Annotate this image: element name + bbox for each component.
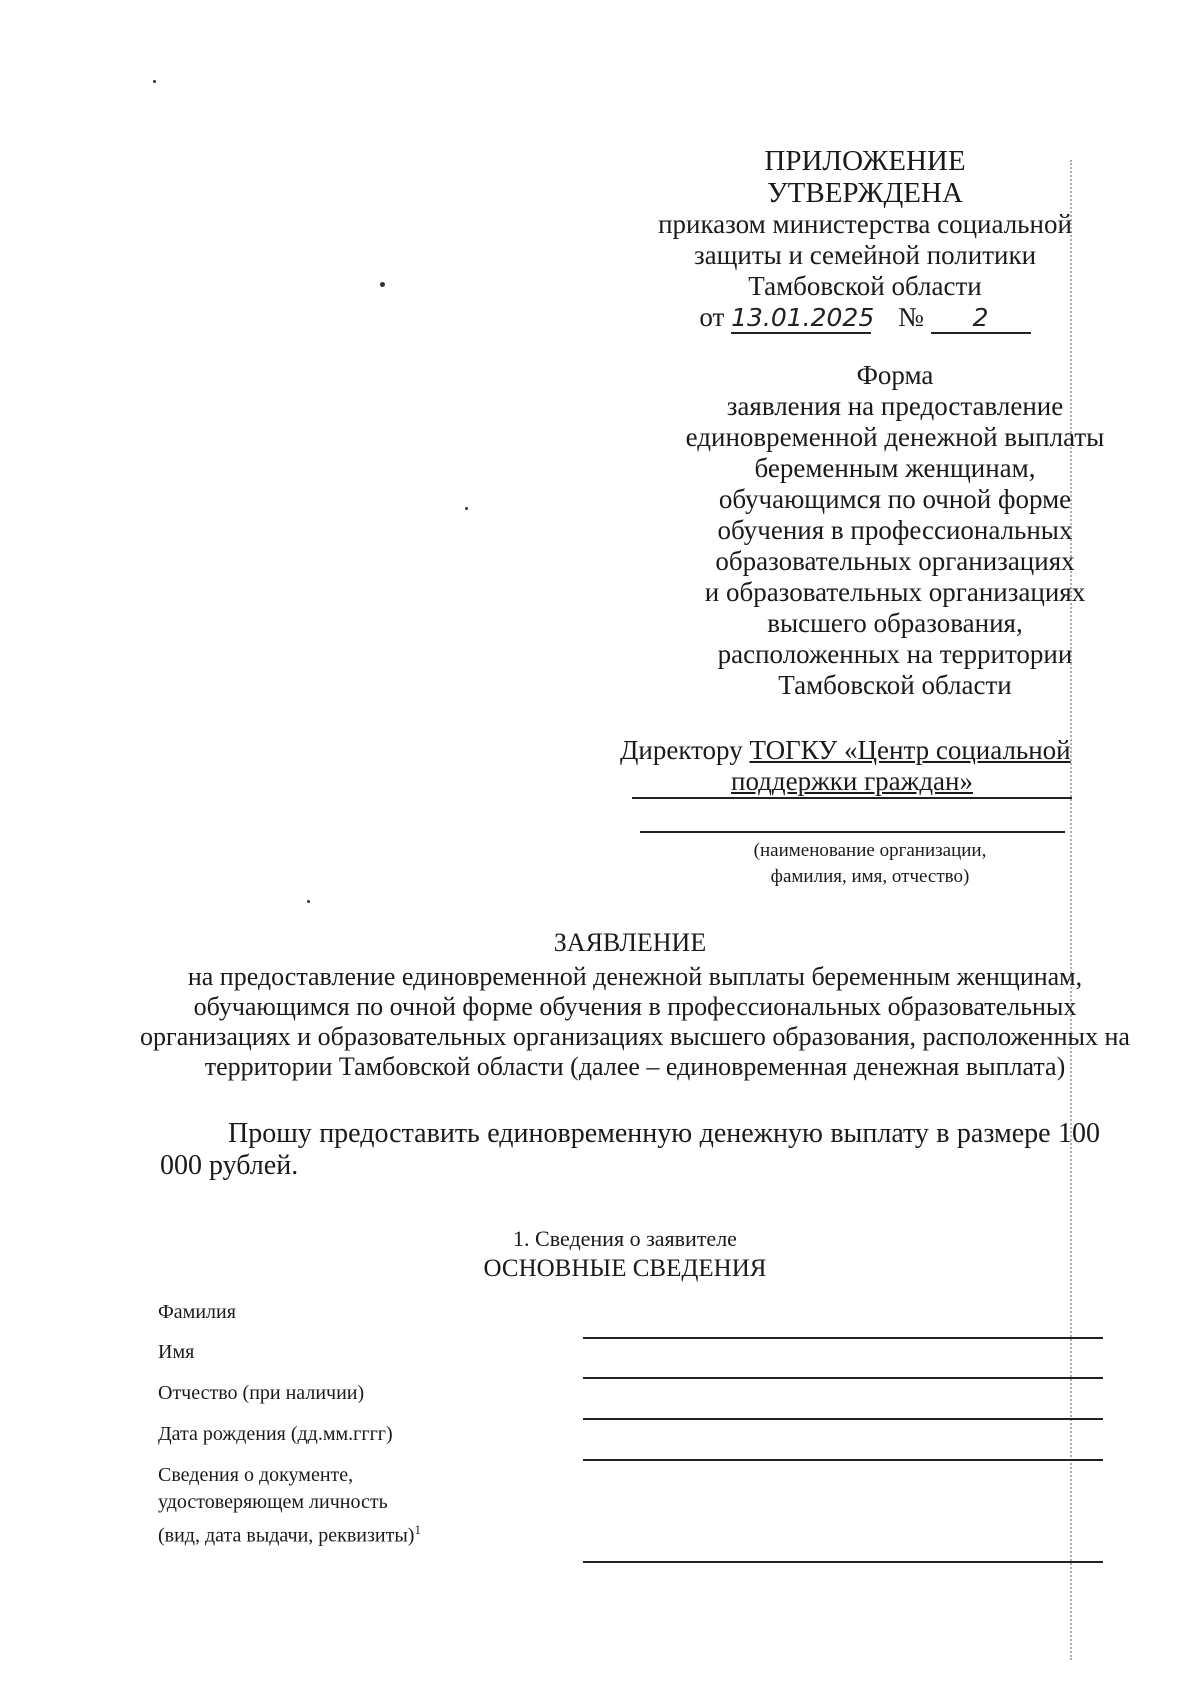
form-title-line: образовательных организациях — [715, 546, 1075, 576]
footnote-mark: 1 — [414, 1522, 421, 1537]
field-input-line[interactable] — [583, 1561, 1103, 1563]
approval-line: защиты и семейной политики — [693, 240, 1037, 270]
field-label: Фамилия — [158, 1301, 236, 1323]
field-label — [158, 1462, 578, 1550]
form-title-line: обучения в профессиональных — [717, 515, 1073, 545]
from-label: от — [699, 302, 725, 332]
field-label-line: (вид, дата выдачи, реквизиты)$^1$ — [158, 1522, 421, 1547]
form-title-line: расположенных на территории — [717, 639, 1073, 669]
scan-speck — [465, 507, 468, 510]
field-label: Отчество (при наличии) — [158, 1382, 365, 1404]
order-number: 2 — [931, 304, 1031, 334]
section-number-title: 1. Сведения о заявителе — [513, 1226, 737, 1251]
director-label: Директору — [620, 735, 743, 765]
appendix-heading: ПРИЛОЖЕНИЕ — [764, 145, 966, 177]
order-line — [640, 302, 1090, 334]
field-input-line[interactable] — [583, 1418, 1103, 1420]
form-title-line: обучающимся по очной форме — [718, 484, 1072, 514]
order-date: 13.01.2025 — [731, 303, 875, 332]
approval-line: приказом министерства социальной — [658, 209, 1072, 239]
field-label-line: Сведения о документе, — [158, 1464, 354, 1486]
form-title-line: заявления на предоставление — [726, 391, 1064, 421]
director-org-line2: поддержки граждан» — [632, 766, 1072, 799]
statement-subtitle: на предоставление единовременной денежной выплаты беременным женщинам, обучающимся по очной форме обучения в профессиональных образовательных организациях и образовательных организациях высшего образования, расположенных на территории Тамбовской области (далее – единовременная денежная выплата) — [140, 962, 1130, 1081]
field-label: Имя — [158, 1341, 195, 1363]
director-block — [620, 735, 1100, 833]
field-input-line[interactable] — [583, 1377, 1103, 1379]
director-org-line1: ТОГКУ «Центр социальной — [749, 735, 1071, 765]
section-main-title: ОСНОВНЫЕ СВЕДЕНИЯ — [483, 1255, 767, 1282]
form-title-block — [660, 360, 1130, 701]
director-note — [690, 838, 1050, 890]
approval-block — [640, 145, 1090, 334]
request-paragraph: Прошу предоставить единовременную денежную выплату в размере 100 000 рублей. — [160, 1118, 1100, 1181]
form-title-line: Тамбовской области — [778, 670, 1012, 700]
director-row — [620, 735, 1100, 766]
scan-speck — [307, 900, 310, 903]
field-label-line: удостоверяющем личность — [158, 1491, 388, 1513]
director-note-line1: (наименование организации, — [753, 840, 987, 861]
approval-line: Тамбовской области — [748, 271, 982, 301]
director-note-line2: фамилия, имя, отчество) — [770, 866, 970, 887]
approved-heading: УТВЕРЖДЕНА — [767, 177, 963, 209]
form-title-line: Форма — [856, 360, 934, 390]
statement-title: ЗАЯВЛЕНИЕ — [553, 928, 707, 957]
field-input-line[interactable] — [583, 1459, 1103, 1461]
form-title-line: высшего образования, — [767, 608, 1023, 638]
form-title-line: и образовательных организациях — [704, 577, 1086, 607]
scan-speck — [153, 80, 156, 83]
number-label: № — [898, 302, 924, 332]
field-input-line[interactable] — [583, 1337, 1103, 1339]
scan-speck — [380, 282, 385, 287]
director-blank-line — [640, 831, 1065, 833]
field-label: Дата рождения (дд.мм.гггг) — [158, 1423, 393, 1445]
form-title-line: единовременной денежной выплаты — [685, 422, 1105, 452]
form-title-line: беременным женщинам, — [754, 453, 1036, 483]
